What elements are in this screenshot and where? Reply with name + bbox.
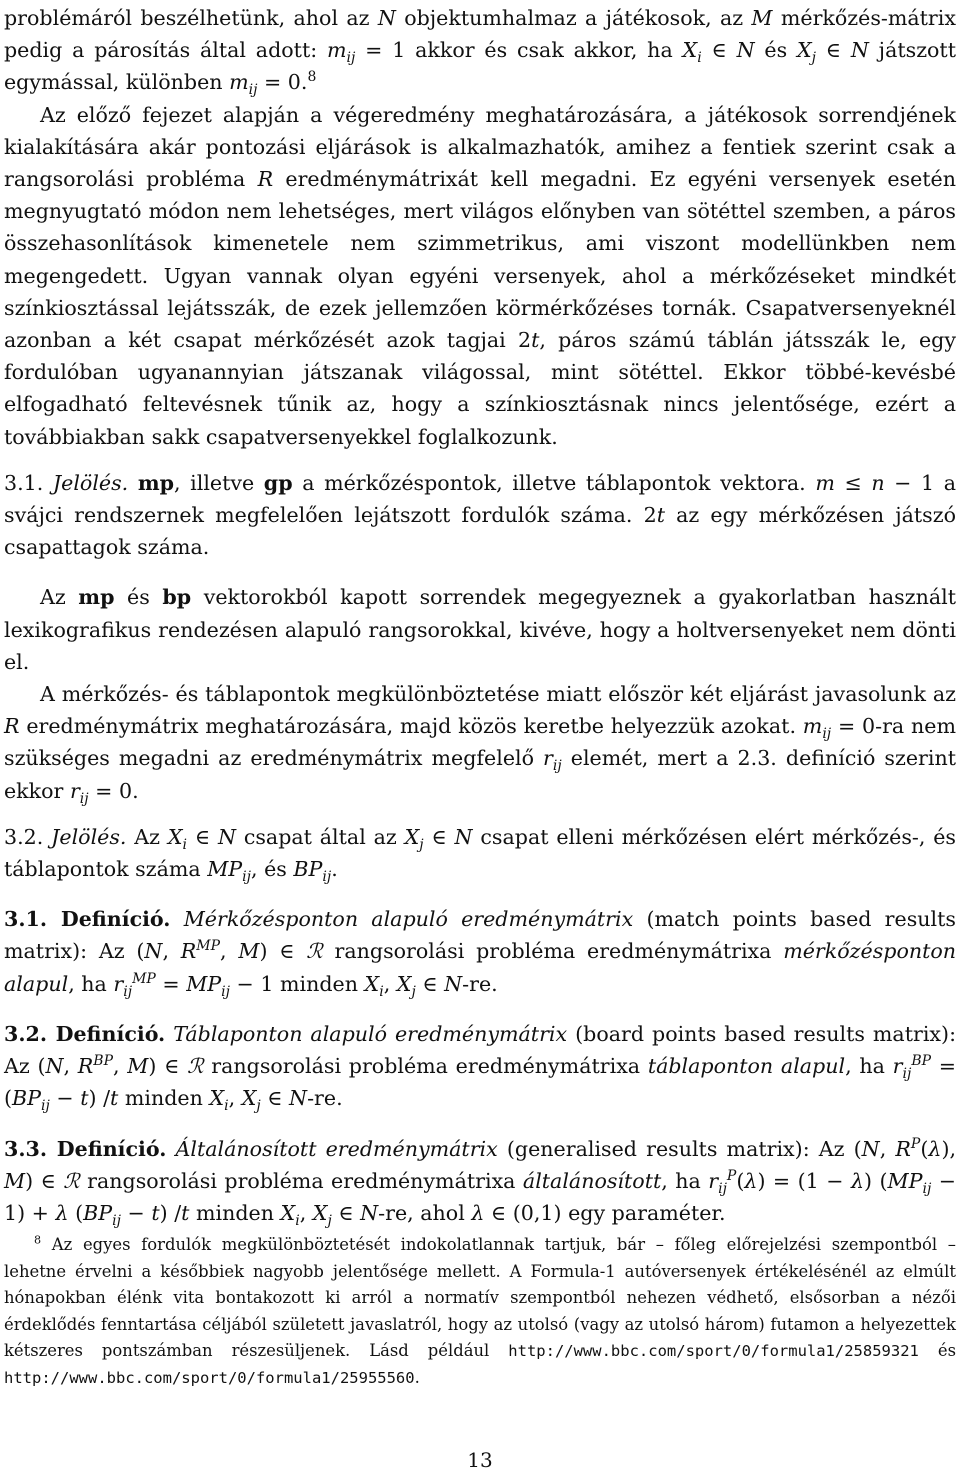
footnote-link-2[interactable]: http://www.bbc.com/sport/0/formula1/25955560 bbox=[4, 1368, 415, 1387]
notation-3-1: 3.1. Jelölés. mp, illetve gp a mérkőzéspontok, illetve táblapontok vektora. m ≤ n − 1 a svájci rendszernek megfelelően lejátszott fordulók száma. 2t az egy mérkőzésen játszó csapattagok száma. bbox=[4, 470, 956, 560]
footnote-connector: és bbox=[937, 1341, 957, 1360]
footnote-8 bbox=[4, 1232, 956, 1391]
footnote-end: . bbox=[414, 1367, 420, 1387]
footnote-text: Az egyes fordulók megkülönböztetését indokolatlannak tartjuk, bár – főleg előrejelzési szempontból – lehetne érvelni a későbbiek nagyobb jelentősége mellett. A Formula-1 autóversenyek értékelésénél az elmúlt hónapokban élénk vita bontakozott ki arról a normatív szempontból nehezen védhető, elsősorban a nézői érdeklődés fenntartása céljából született javaslatról, hogy az utolsó (vagy az utolsó három) futamon a helyezettek kétszeres pontszámban részesüljenek. Lásd például bbox=[4, 1235, 956, 1360]
paragraph-continued: problémáról beszélhetünk, ahol az N objektumhalmaz a játékosok, az M mérkőzés-mátrix pedig a párosítás által adott: $m_{ij} = 1$ akkor és csak akkor, ha $X_i$ ∈ N és $X_j$ ∈ N játszott egymással, különben $m_{ij} = 0.^8$ bbox=[4, 6, 956, 99]
main-text bbox=[4, 2, 956, 1229]
definition-3-2: 3.2. Definíció. Táblaponton alapuló eredménymátrix (board points based results matrix): Az (N, $R^{BP}$, M) ∈ ℛ rangsorolási probléma eredménymátrixa táblaponton alapul, ha $r_{ij}^{BP} = (BP_{ij} - t)$ /t minden $X_i$, $X_j$ ∈ N-re. bbox=[4, 1021, 957, 1115]
page-number: 13 bbox=[467, 1448, 493, 1472]
paragraph-orderings: Az mp és bp vektorokból kapott sorrendek megegyeznek a gyakorlatban használt lexikografikus rendezésen alapuló rangsorokkal, kivéve, hogy a holtversenyeket nem dönti el. bbox=[4, 585, 956, 674]
paragraph-two-methods: A mérkőzés- és táblapontok megkülönböztetése miatt először két eljárást javasolunk az R eredménymátrix meghatározására, majd közös keretbe helyezzük azokat. $m_{ij} = 0-ra$ nem szükséges megadni az eredménymátrix megfelelő $r_{ij}$ elemét, mert a 2.3. definíció szerint ekkor $r_{ij} = 0$. bbox=[4, 682, 956, 807]
footnote-mark: 8 bbox=[34, 1233, 42, 1247]
footnote-ref[interactable]: 8 bbox=[307, 69, 317, 86]
definition-3-1: 3.1. Definíció. Mérkőzésponton alapuló eredménymátrix (match points based results matrix): Az (N, $R^{MP}$, M) ∈ ℛ rangsorolási probléma eredménymátrixa mérkőzésponton alapul, ha $r_{ij}^{MP} = MP_{ij} - 1$ minden $X_i$, $X_j$ ∈ N-re. bbox=[4, 907, 957, 1000]
footnote-area bbox=[4, 1232, 956, 1391]
definition-3-3: 3.3. Definíció. Általánosított eredménymátrix (generalised results matrix): Az (N, $R^P(\lambda)$, M) ∈ ℛ rangsorolási probléma eredménymátrixa általánosított, ha $r_{ij}^P(\lambda) = (1 - \lambda) (MP_{ij} - 1) + \lambda$ $(BP_{ij} - t)$ /t minden $X_i$, $X_j$ ∈ N-re, ahol λ ∈ (0,1) egy paraméter. bbox=[4, 1135, 957, 1230]
paragraph-results-matrix: Az előző fejezet alapján a végeredmény meghatározására, a játékosok sorrendjének kialakítására akár pontozási eljárások is alkalmazhatók, amihez a fentiek szerint csak a rangsorolási probléma R eredménymátrixát kell megadni. Ez egyéni versenyek esetén megnyugtató módon nem lehetséges, mert világos előnyben van sötéttel szemben, a páros összehasonlítások kimenetele nem szimmetrikus, ami viszont modellünkben nem megengedett. Ugyan vannak olyan egyéni versenyek, ahol a mérkőzéseket mindkét színkiosztással lejátsszák, de ezek jellemzően körmérkőzéses tornák. Csapatversenyeknél azonban a két csapat mérkőzését azok tagjai 2t, páros számú táblán játsszák le, egy fordulóban ugyanannyian játszanak világossal, mint sötéttel. Ekkor többé-kevésbé elfogadható feltevésnek tűnik az, hogy a színkiosztásnak nincs jelentősége, ezért a továbbiakban sakk csapatversenyekkel foglalkozunk. bbox=[4, 102, 956, 449]
notation-3-2: 3.2. Jelölés. Az $X_i$ ∈ N csapat által az $X_j$ ∈ N csapat elleni mérkőzésen elért mérkőzés-, és táblapontok száma $MP_{ij}$, és $BP_{ij}$. bbox=[4, 824, 956, 886]
footnote-link-1[interactable]: http://www.bbc.com/sport/0/formula1/25859321 bbox=[508, 1342, 919, 1360]
